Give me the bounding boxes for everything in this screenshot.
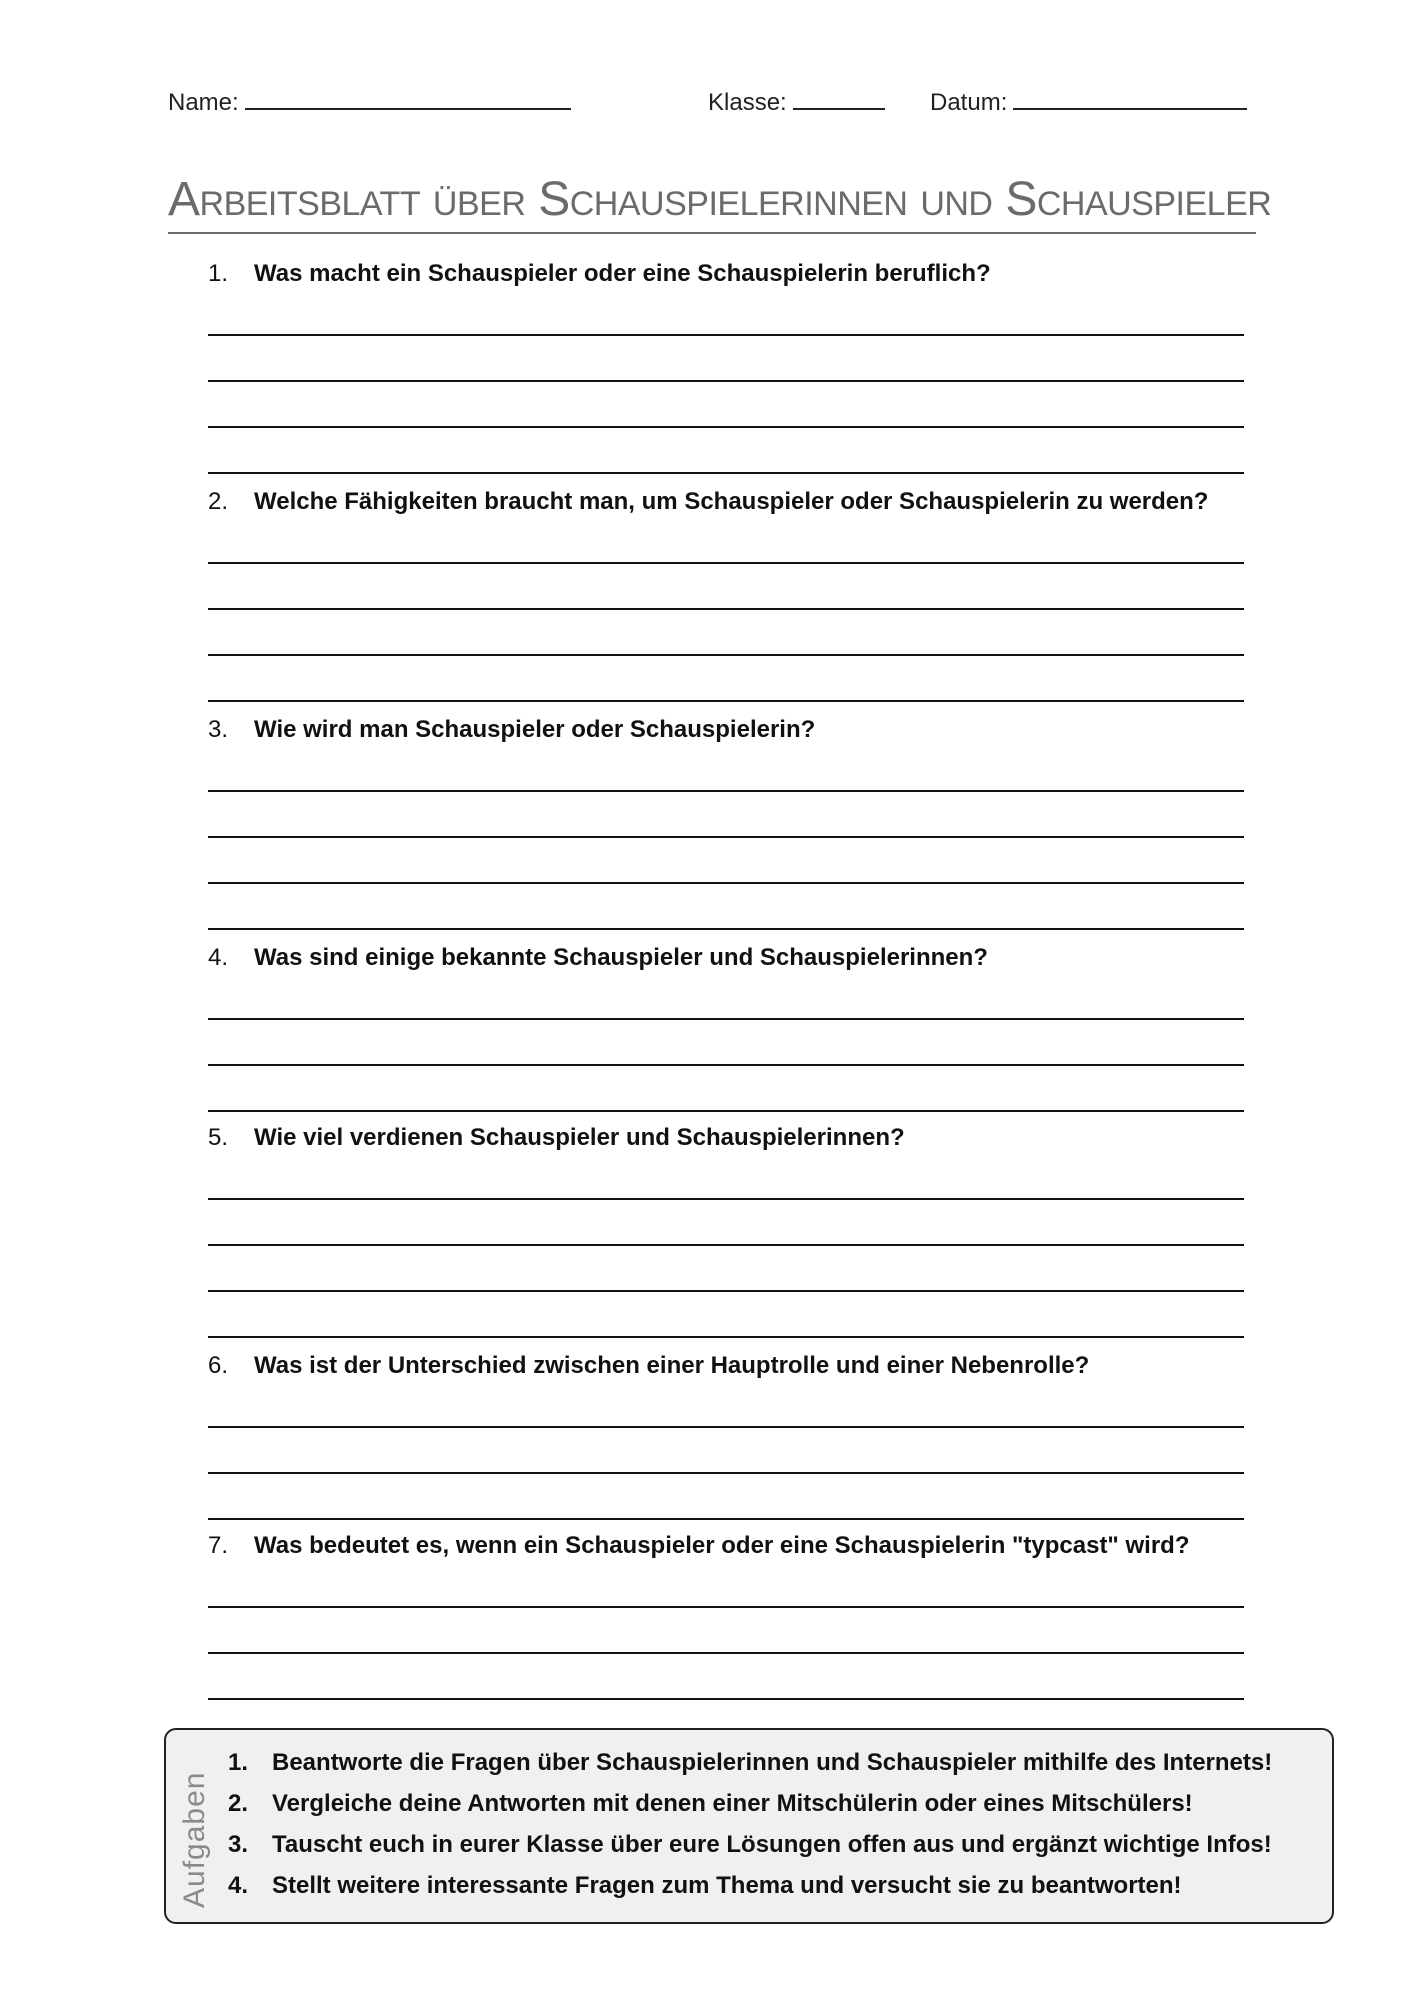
answer-line[interactable]	[208, 884, 1244, 930]
answer-line[interactable]	[208, 1154, 1244, 1200]
task-text: Tauscht euch in eurer Klasse über eure Lösungen offen aus und ergänzt wichtige Infos!	[272, 1831, 1272, 1858]
answer-line[interactable]	[208, 1292, 1244, 1338]
answer-line[interactable]	[208, 838, 1244, 884]
name-blank[interactable]	[245, 84, 571, 110]
question-label: Was bedeutet es, wenn ein Schauspieler oder eine Schauspielerin "typcast" wird?	[254, 1532, 1190, 1559]
answer-line[interactable]	[208, 1428, 1244, 1474]
class-blank[interactable]	[793, 84, 885, 110]
answer-line[interactable]	[208, 336, 1244, 382]
question-label: Wie wird man Schauspieler oder Schauspielerin?	[254, 716, 816, 743]
task-number: 4.	[228, 1872, 249, 1899]
question-text	[208, 942, 1244, 974]
question-number: 4.	[208, 944, 229, 971]
task-item	[228, 1865, 1272, 1906]
question-number: 2.	[208, 488, 229, 515]
question-number: 7.	[208, 1532, 229, 1559]
task-item	[228, 1783, 1272, 1824]
task-text: Stellt weitere interessante Fragen zum Thema und versucht sie zu beantworten!	[272, 1872, 1182, 1899]
question-4	[208, 942, 1244, 1112]
question-text	[208, 1530, 1244, 1562]
answer-line[interactable]	[208, 974, 1244, 1020]
task-number: 1.	[228, 1749, 249, 1776]
question-2	[208, 486, 1244, 702]
page-title: Arbeitsblatt über Schauspielerinnen und Schauspieler	[168, 172, 1256, 234]
question-3	[208, 714, 1244, 930]
question-6	[208, 1350, 1244, 1520]
question-1	[208, 258, 1244, 474]
question-label: Was macht ein Schauspieler oder eine Schauspielerin beruflich?	[254, 260, 991, 287]
date-label: Datum:	[930, 89, 1008, 116]
task-number: 2.	[228, 1790, 249, 1817]
question-label: Was sind einige bekannte Schauspieler und Schauspielerinnen?	[254, 944, 988, 971]
answer-line[interactable]	[208, 1608, 1244, 1654]
answer-line[interactable]	[208, 610, 1244, 656]
question-number: 6.	[208, 1352, 229, 1379]
name-label: Name:	[168, 89, 239, 116]
task-text: Beantworte die Fragen über Schauspielerinnen und Schauspieler mithilfe des Internets!	[272, 1749, 1273, 1776]
answer-line[interactable]	[208, 1474, 1244, 1520]
tasks-label: Aufgaben	[178, 1771, 211, 1908]
header	[168, 84, 1234, 118]
question-label: Welche Fähigkeiten braucht man, um Schauspieler oder Schauspielerin zu werden?	[254, 488, 1209, 515]
answer-line[interactable]	[208, 290, 1244, 336]
answer-line[interactable]	[208, 1562, 1244, 1608]
question-text	[208, 1350, 1244, 1382]
answer-line[interactable]	[208, 656, 1244, 702]
question-label: Wie viel verdienen Schauspieler und Schauspielerinnen?	[254, 1124, 905, 1151]
question-text	[208, 486, 1244, 518]
question-number: 5.	[208, 1124, 229, 1151]
question-5	[208, 1122, 1244, 1338]
question-7	[208, 1530, 1244, 1700]
tasks-box	[164, 1728, 1334, 1924]
task-list	[228, 1742, 1272, 1906]
task-text: Vergleiche deine Antworten mit denen einer Mitschülerin oder eines Mitschülers!	[272, 1790, 1193, 1817]
answer-line[interactable]	[208, 1246, 1244, 1292]
answer-line[interactable]	[208, 1200, 1244, 1246]
question-text	[208, 258, 1244, 290]
question-text	[208, 714, 1244, 746]
question-label: Was ist der Unterschied zwischen einer Hauptrolle und einer Nebenrolle?	[254, 1352, 1090, 1379]
question-number: 1.	[208, 260, 229, 287]
class-field[interactable]	[708, 84, 885, 117]
date-field[interactable]	[930, 84, 1247, 117]
task-item	[228, 1824, 1272, 1865]
answer-line[interactable]	[208, 1066, 1244, 1112]
question-number: 3.	[208, 716, 229, 743]
answer-line[interactable]	[208, 1382, 1244, 1428]
answer-line[interactable]	[208, 428, 1244, 474]
answer-line[interactable]	[208, 518, 1244, 564]
task-number: 3.	[228, 1831, 249, 1858]
answer-line[interactable]	[208, 564, 1244, 610]
answer-line[interactable]	[208, 1020, 1244, 1066]
question-text	[208, 1122, 1244, 1154]
task-item	[228, 1742, 1272, 1783]
answer-line[interactable]	[208, 746, 1244, 792]
answer-line[interactable]	[208, 382, 1244, 428]
answer-line[interactable]	[208, 792, 1244, 838]
date-blank[interactable]	[1013, 84, 1247, 110]
name-field[interactable]	[168, 84, 571, 117]
class-label: Klasse:	[708, 89, 787, 116]
answer-line[interactable]	[208, 1654, 1244, 1700]
